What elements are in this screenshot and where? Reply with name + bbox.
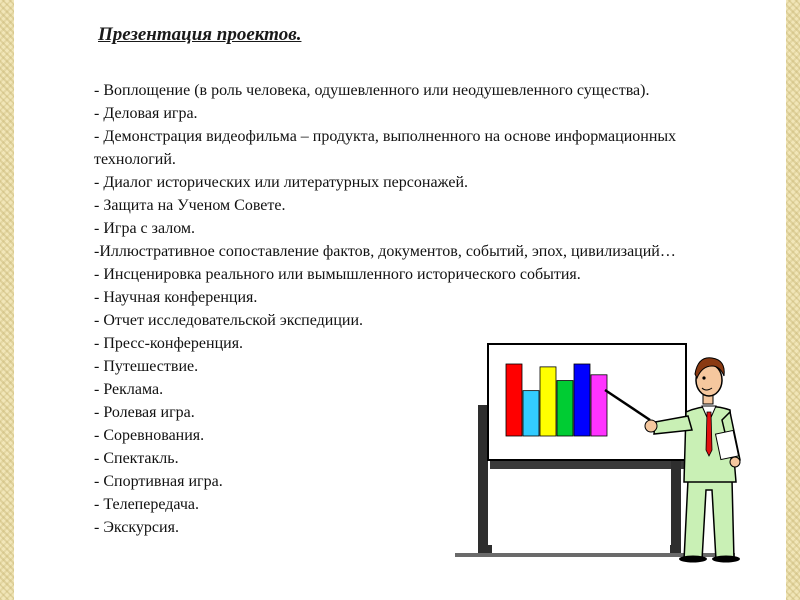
list-item: - Спортивная игра.	[94, 473, 223, 490]
chart-bar	[557, 381, 573, 436]
list-item: - Защита на Ученом Совете.	[94, 197, 286, 214]
list-item: - Соревнования.	[94, 427, 205, 444]
list-item: - Научная конференция.	[94, 289, 258, 306]
list-item: - Инсценировка реального или вымышленного исторического события.	[94, 266, 581, 283]
list-item: - Игра с залом.	[94, 220, 196, 237]
list-item: - Телепередача.	[94, 496, 199, 513]
chart-bar	[523, 391, 539, 436]
list-item: - Пресс-конференция.	[94, 335, 244, 352]
list-item: - Воплощение (в роль человека, одушевленного или неодушевленного существа).	[94, 82, 650, 99]
list-item: - Спектакль.	[94, 450, 179, 467]
list-item: - Экскурсия.	[94, 519, 179, 536]
decorative-border-left	[0, 0, 14, 600]
list-item: - Реклама.	[94, 381, 164, 398]
presenter-with-bar-chart-clipart	[450, 340, 750, 565]
chart-bar	[591, 375, 607, 436]
list-item: - Деловая игра.	[94, 105, 198, 122]
chart-bar	[506, 364, 522, 436]
slide-title: Презентация проектов.	[98, 24, 302, 45]
chart-bar	[540, 367, 556, 436]
list-item: - Ролевая игра.	[94, 404, 195, 421]
list-item: -Иллюстративное сопоставление фактов, документов, событий, эпох, цивилизаций…	[94, 243, 676, 260]
list-item: - Отчет исследовательской экспедиции.	[94, 312, 364, 329]
chart-bar	[574, 364, 590, 436]
list-item: - Демонстрация видеофильма – продукта, выполненного на основе информационных технологий.	[94, 128, 677, 168]
list-item: - Путешествие.	[94, 358, 199, 375]
list-item: - Диалог исторических или литературных персонажей.	[94, 174, 469, 191]
